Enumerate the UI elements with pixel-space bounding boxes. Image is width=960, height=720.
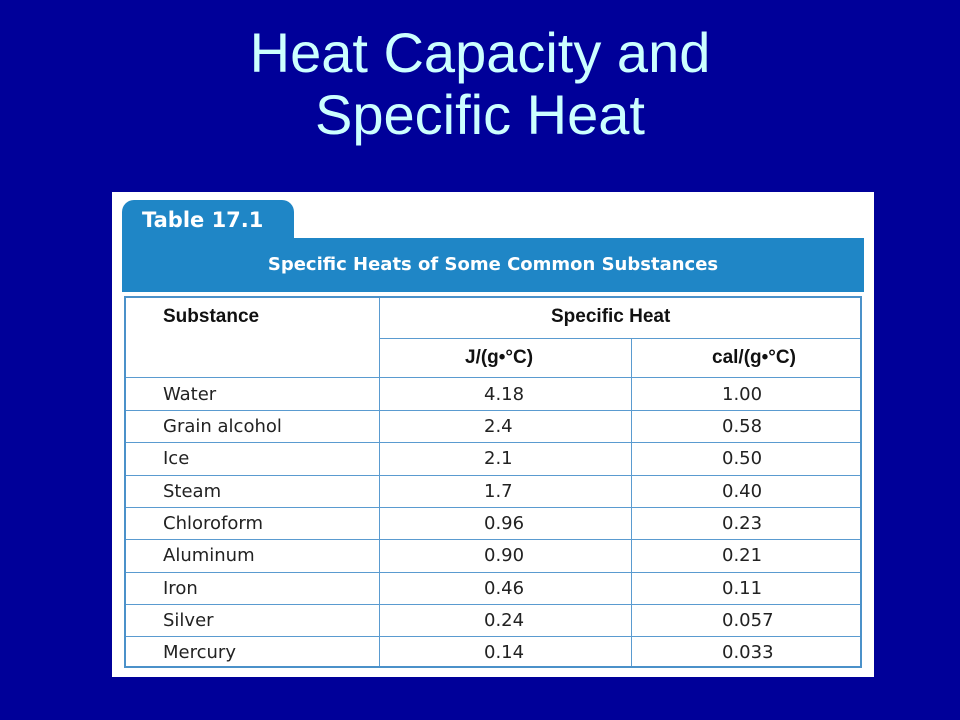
row-substance: Ice — [163, 448, 190, 469]
row-cal-value: 0.40 — [722, 481, 763, 502]
row-cal-value: 0.11 — [722, 578, 763, 599]
row-substance: Chloroform — [163, 513, 263, 534]
table-caption: Specific Heats of Some Common Substances — [122, 238, 864, 292]
table-number-tab: Table 17.1 — [122, 200, 294, 240]
row-joule-value: 0.46 — [484, 578, 525, 599]
row-substance: Steam — [163, 481, 222, 502]
slide-title-line-2: Specific Heat — [315, 83, 645, 146]
table-panel — [112, 192, 874, 677]
header-specific-heat: Specific Heat — [551, 306, 671, 327]
row-joule-value: 1.7 — [484, 481, 513, 502]
row-joule-value: 0.96 — [484, 513, 525, 534]
row-joule-value: 0.24 — [484, 610, 525, 631]
slide-title-line-1: Heat Capacity and — [249, 21, 711, 84]
row-substance: Silver — [163, 610, 214, 631]
row-joule-value: 0.90 — [484, 545, 525, 566]
row-cal-value: 0.21 — [722, 545, 763, 566]
header-unit-joule: J/(g•°C) — [465, 347, 534, 368]
row-joule-value: 0.14 — [484, 642, 525, 663]
row-substance: Mercury — [163, 642, 236, 663]
row-substance: Aluminum — [163, 545, 255, 566]
row-cal-value: 0.23 — [722, 513, 763, 534]
row-cal-value: 0.033 — [722, 642, 774, 663]
row-joule-value: 2.1 — [484, 448, 513, 469]
row-joule-value: 4.18 — [484, 384, 525, 405]
row-cal-value: 0.50 — [722, 448, 763, 469]
specific-heat-table — [124, 296, 862, 668]
row-substance: Iron — [163, 578, 198, 599]
row-cal-value: 0.58 — [722, 416, 763, 437]
row-joule-value: 2.4 — [484, 416, 513, 437]
row-substance: Water — [163, 384, 217, 405]
slide-title — [0, 22, 960, 146]
header-substance: Substance — [163, 306, 260, 327]
row-substance: Grain alcohol — [163, 416, 282, 437]
header-unit-cal: cal/(g•°C) — [712, 347, 796, 368]
row-cal-value: 1.00 — [722, 384, 763, 405]
row-cal-value: 0.057 — [722, 610, 774, 631]
